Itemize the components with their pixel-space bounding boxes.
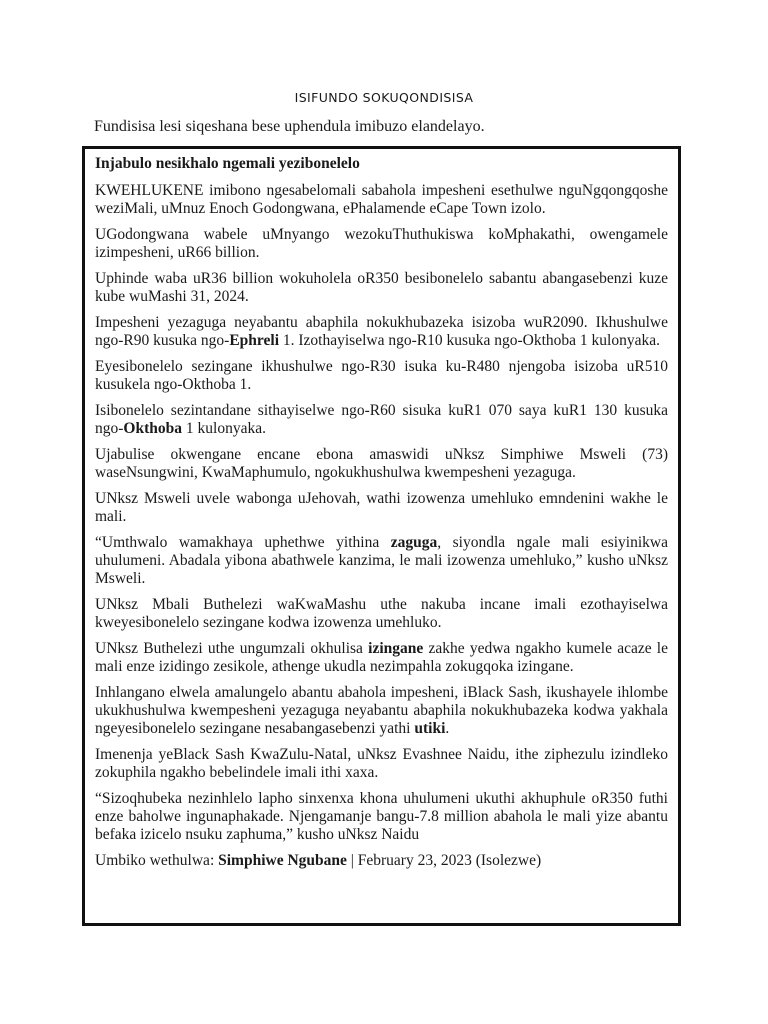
paragraph-text: , siyondla ngale mali esiyinikwa uhulumeni. Abadala yibona abathwele kanzima, le mali izowenza umehluko,” kusho uNksz Msweli. [95, 534, 668, 587]
article-paragraph-3: Uphinde waba uR36 billion wokuholela oR350 besibonelelo sabantu abangasebenzi kuze kube wuMashi 31, 2024. [95, 270, 668, 305]
byline-prefix: Umbiko wethulwa: [95, 852, 219, 869]
bold-term: Ephreli [229, 332, 279, 349]
paragraph-text: Inhlangano elwela amalungelo abantu abahola impesheni, iBlack Sash, ikushayele ihlombe ukukhushulwa kwempesheni yezaguga neyabantu abaphila nokukhubazeka kodwa yakhala ngeyesibonelelo sezingane nesabangasebenzi yathi [95, 684, 668, 737]
bold-term: izingane [368, 640, 424, 657]
article-title: Injabulo nesikhalo ngemali yezibonelelo [95, 155, 360, 172]
paragraph-text: UNksz Buthelezi uthe ungumzali okhulisa [95, 640, 369, 657]
article-paragraph-4 [95, 314, 668, 350]
article-paragraph-9 [95, 534, 668, 588]
paragraph-text: 1. Izothayiselwa ngo-R10 kusuka ngo-Okthoba 1 kulonyaka. [279, 332, 660, 349]
bold-term: zaguga [390, 534, 438, 551]
article-paragraph-1: KWEHLUKENE imibono ngesabelomali sabahola impesheni esethulwe nguNgqongqoshe weziMali, uMnuz Enoch Godongwana, ePhalamende eCape Town izolo. [95, 182, 668, 217]
paragraph-text: Impesheni yezaguga neyabantu abaphila nokukhubazeka isizoba wuR2090. Ikhushulwe ngo-R90 kusuka ngo- [95, 314, 668, 349]
paragraph-text: 1 kulonyaka. [182, 420, 266, 437]
paragraph-text: zakhe yedwa ngakho kumele acaze le mali enze izidingo zesikole, athenge ukudla nezimpahla zokugqoka izingane. [95, 640, 668, 675]
article-paragraph-12 [95, 684, 668, 738]
page-title: ISIFUNDO SOKUQONDISISA [294, 90, 474, 105]
article-paragraph-2: UGodongwana wabele uMnyango wezokuThuthukiswa koMphakathi, owengamele izimpesheni, uR66 billion. [95, 226, 668, 261]
article-box [82, 146, 681, 926]
paragraph-text: Isibonelelo sezintandane sithayiselwe ngo-R60 sisuka kuR1 070 saya kuR1 130 kusuka ngo- [95, 402, 668, 437]
article-byline [95, 852, 668, 870]
article-paragraph-7: Ujabulise okwengane encane ebona amaswidi uNksz Simphiwe Msweli (73) waseNsungwini, KwaMaphumulo, ngokukhushulwa kwempesheni yezaguga. [95, 446, 668, 481]
article-paragraph-11 [95, 640, 668, 676]
paragraph-text: “Umthwalo wamakhaya uphethwe yithina [95, 534, 391, 551]
article-paragraph-8: UNksz Msweli uvele wabonga uJehovah, wathi izowenza umehluko emndenini wakhe le mali. [95, 490, 668, 525]
article-paragraph-10: UNksz Mbali Buthelezi waKwaMashu uthe nakuba incane imali ezothayiselwa kweyesibonelelo sezingane kodwa izowenza umehluko. [95, 596, 668, 631]
article-paragraph-5: Eyesibonelelo sezingane ikhushulwe ngo-R30 isuka ku-R480 njengoba isizoba uR510 kusukela ngo-Okthoba 1. [95, 358, 668, 393]
bold-term: Okthoba [123, 420, 183, 437]
article-paragraph-14: “Sizoqhubeka nezinhlelo lapho sinxenxa khona uhulumeni ukuthi akhuphule oR350 futhi enze baholwe ingunaphakade. Njengamanje bangu-7.8 million abahola le mali yize abantu befaka izicelo nsuku zaphuma,” kusho uNksz Naidu [95, 790, 668, 843]
article-paragraph-6 [95, 402, 668, 438]
byline-author: Simphiwe Ngubane [218, 852, 347, 869]
paragraph-text: . [445, 720, 450, 737]
bold-term: utiki [414, 720, 446, 737]
byline-source: | February 23, 2023 (Isolezwe) [346, 852, 542, 869]
instruction-text: Fundisisa lesi siqeshana bese uphendula imibuzo elandelayo. [94, 118, 485, 135]
article-paragraph-13: Imenenja yeBlack Sash KwaZulu-Natal, uNksz Evashnee Naidu, ithe ziphezulu izindleko zokuphila ngakho bebelindele imali ithi xaxa. [95, 746, 668, 781]
